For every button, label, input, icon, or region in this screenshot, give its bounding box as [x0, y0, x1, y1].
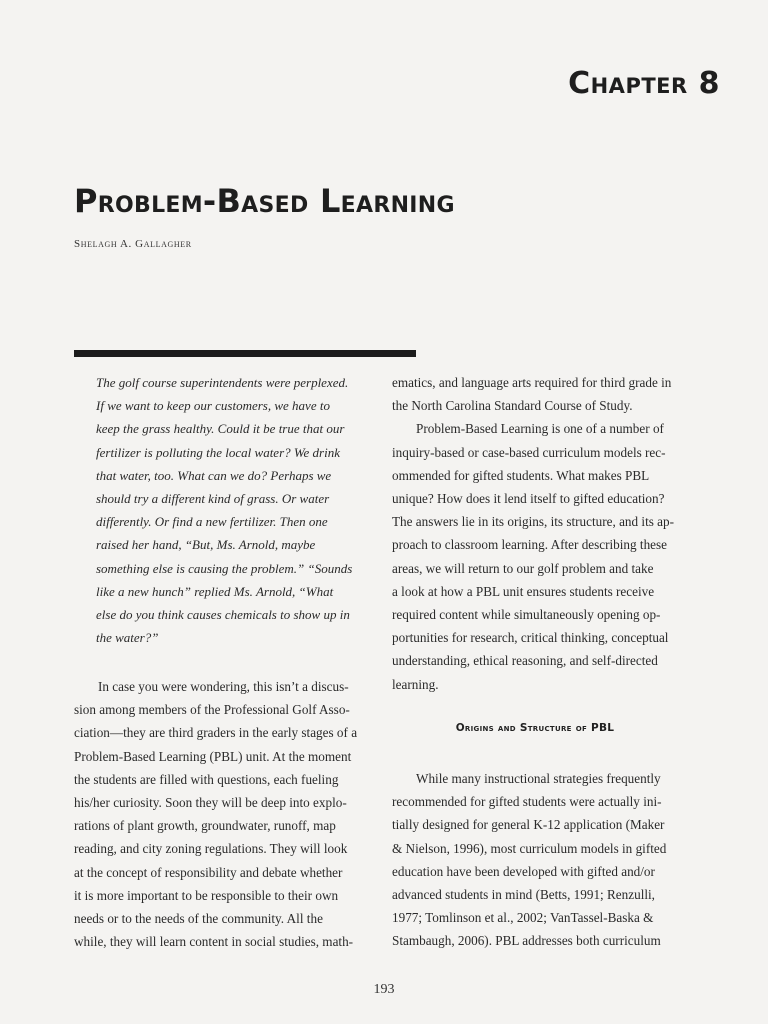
epigraph-line: keep the grass healthy. Could it be true that our	[96, 421, 345, 437]
body-line: at the concept of responsibility and debate whether	[74, 864, 343, 880]
body-line: ciation—they are third graders in the early stages of a	[74, 725, 358, 741]
body-line: areas, we will return to our golf problem and take	[392, 560, 654, 576]
body-line: a look at how a PBL unit ensures students receive	[392, 583, 655, 599]
epigraph-line: The golf course superintendents were perplexed.	[96, 375, 349, 390]
body-line: 1977; Tomlinson et al., 2002; VanTassel-Baska &	[392, 910, 654, 926]
body-line: sion among members of the Professional Golf Asso-	[74, 702, 350, 718]
epigraph-line: the water?”	[96, 630, 159, 646]
body-line: advanced students in mind (Betts, 1991; Renzulli,	[392, 887, 655, 903]
body-line: recommended for gifted students were actually ini-	[392, 794, 662, 810]
body-line: Stambaugh, 2006). PBL addresses both curriculum	[392, 933, 661, 949]
right-body-text-2	[392, 767, 678, 953]
body-line: In case you were wondering, this isn’t a discus-	[98, 679, 349, 694]
body-line: ommended for gifted students. What makes PBL	[392, 467, 650, 483]
body-line: The answers lie in its origins, its structure, and its ap-	[392, 514, 675, 530]
body-line: understanding, ethical reasoning, and self-directed	[392, 653, 658, 669]
epigraph	[96, 371, 372, 649]
epigraph-line: differently. Or find a new fertilizer. Then one	[96, 514, 328, 530]
body-line: While many instructional strategies frequently	[416, 771, 661, 786]
divider-rule	[74, 350, 416, 357]
body-line: while, they will learn content in social studies, math-	[74, 934, 354, 950]
body-line: required content while simultaneously opening op-	[392, 607, 661, 623]
author-name: Shelagh A. Gallagher	[74, 238, 192, 250]
chapter-label: Chapter 8	[568, 66, 720, 101]
page-number: 193	[373, 982, 395, 997]
body-line: needs or to the needs of the community. All the	[74, 911, 323, 927]
epigraph-line: that water, too. What can we do? Perhaps we	[96, 467, 332, 483]
body-line: tially designed for general K-12 application (Maker	[392, 817, 665, 833]
body-line: the students are filled with questions, each fueling	[74, 771, 339, 787]
body-line: education have been developed with gifted and/or	[392, 863, 655, 879]
epigraph-line: If we want to keep our customers, we have to	[96, 398, 330, 414]
epigraph-line: else do you think causes chemicals to show up in	[96, 607, 350, 623]
left-body-text	[74, 675, 372, 953]
body-line: & Nielson, 1996), most curriculum models in gifted	[392, 840, 667, 856]
right-body-text	[392, 371, 678, 696]
body-line: his/her curiosity. Soon they will be deep into explo-	[74, 795, 347, 811]
body-line: reading, and city zoning regulations. They will look	[74, 841, 348, 857]
body-line: unique? How does it lend itself to gifted education?	[392, 491, 665, 507]
body-line: rations of plant growth, groundwater, runoff, map	[74, 818, 336, 834]
body-line: Problem-Based Learning (PBL) unit. At the moment	[74, 748, 352, 764]
body-line: inquiry-based or case-based curriculum models rec-	[392, 444, 666, 460]
epigraph-line: should try a different kind of grass. Or water	[96, 491, 330, 507]
section-heading: Origins and Structure of PBL	[455, 722, 615, 734]
body-line: learning.	[392, 676, 439, 692]
body-line: Problem-Based Learning is one of a number of	[416, 421, 664, 437]
epigraph-line: like a new hunch” replied Ms. Arnold, “What	[96, 583, 334, 599]
body-line: proach to classroom learning. After describing these	[392, 537, 668, 553]
body-line: the North Carolina Standard Course of Study.	[392, 398, 633, 414]
body-line: portunities for research, critical thinking, conceptual	[392, 630, 669, 646]
epigraph-line: fertilizer is polluting the local water? We drink	[96, 444, 340, 460]
chapter-title: Problem-Based Learning	[74, 182, 455, 220]
body-line: it is more important to be responsible to their own	[74, 887, 339, 903]
body-line: ematics, and language arts required for third grade in	[392, 375, 672, 390]
epigraph-line: raised her hand, “But, Ms. Arnold, maybe	[96, 537, 316, 553]
epigraph-line: something else is causing the problem.” “Sounds	[96, 560, 353, 576]
